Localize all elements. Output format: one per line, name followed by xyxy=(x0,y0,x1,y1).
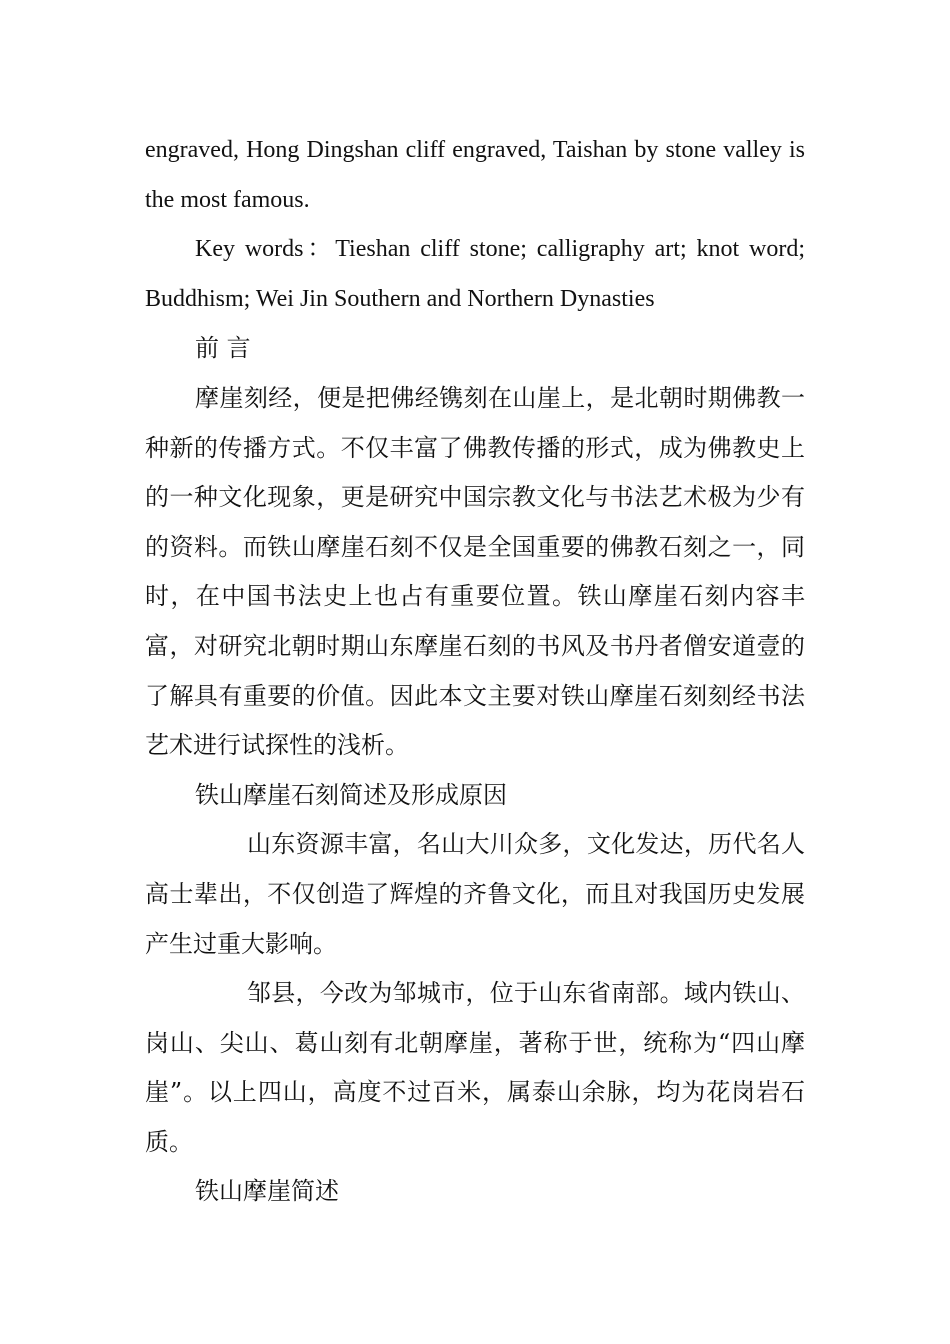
zouxian-paragraph: 邹县，今改为邹城市，位于山东省南部。域内铁山、岗山、尖山、葛山刻有北朝摩崖，著称于世，统称为“四山摩崖”。以上四山，高度不过百米，属泰山余脉，均为花岗岩石质。 xyxy=(145,979,805,1156)
keywords-paragraph: Key words：Tieshan cliff stone; calligraphy art; knot word; Buddhism; Wei Jin Southern and Northern Dynasties xyxy=(145,236,805,312)
subsection-heading-tieshan: 铁山摩崖简述 xyxy=(195,1177,339,1206)
abstract-tail-paragraph: engraved, Hong Dingshan cliff engraved, Taishan by stone valley is the most famous. xyxy=(145,137,805,213)
shandong-paragraph: 山东资源丰富，名山大川众多，文化发达，历代名人高士辈出，不仅创造了辉煌的齐鲁文化，而且对我国历史发展产生过重大影响。 xyxy=(145,830,805,958)
preface-heading: 前 言 xyxy=(195,334,251,363)
document-body xyxy=(145,126,805,1217)
section-heading-overview: 铁山摩崖石刻简述及形成原因 xyxy=(195,780,507,809)
preface-paragraph: 摩崖刻经，便是把佛经镌刻在山崖上，是北朝时期佛教一种新的传播方式。不仅丰富了佛教传播的形式，成为佛教史上的一种文化现象，更是研究中国宗教文化与书法艺术极为少有的资料。而铁山摩崖石刻不仅是全国重要的佛教石刻之一，同时，在中国书法史上也占有重要位置。铁山摩崖石刻内容丰富，对研究北朝时期山东摩崖石刻的书风及书丹者僧安道壹的了解具有重要的价值。因此本文主要对铁山摩崖石刻刻经书法艺术进行试探性的浅析。 xyxy=(145,383,805,760)
